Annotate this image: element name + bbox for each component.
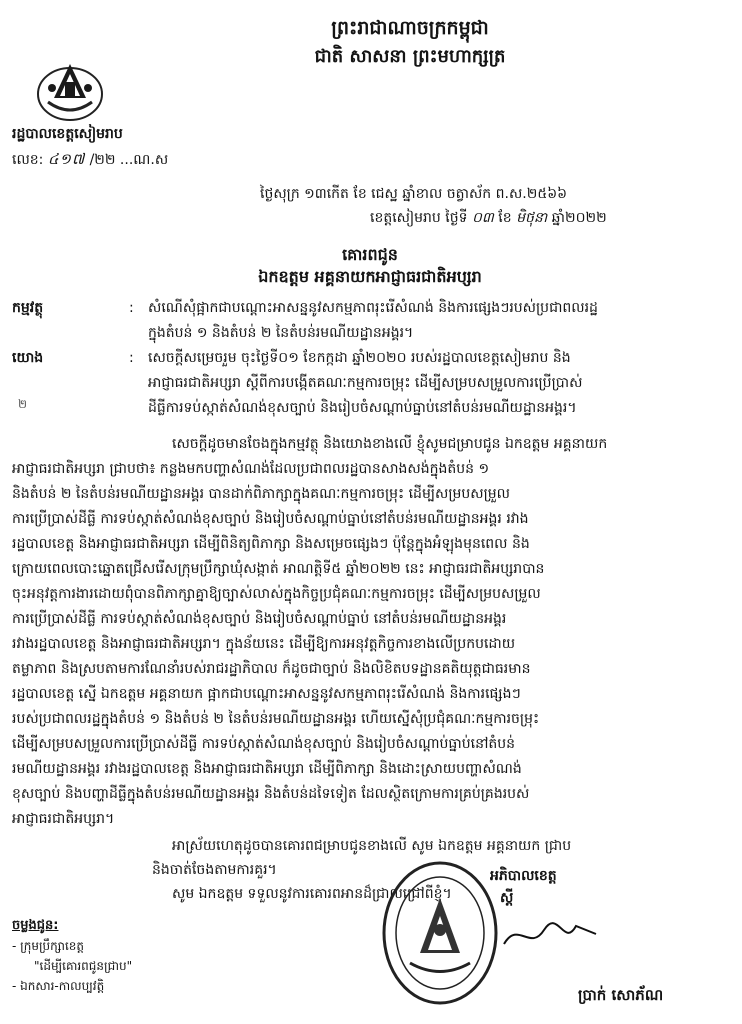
reference-number [12,150,168,172]
signatory-name: ប្រាក់ សោភ័ណ [578,986,664,1004]
salutation-line: គោរពជូន [342,245,398,264]
copy-recipients [12,916,132,996]
courtesy-line: សូម ឯកឧត្តម ទទួលនូវការគោរពអានដ៏ជ្រាលជ្រៅពីខ្ញុំ។ [172,886,452,902]
issuing-authority: រដ្ឋបាលខេត្តសៀមរាប [12,126,123,142]
reference-line: អាជ្ញាធរជាតិអប្សរា ស្តីពីការបង្កើតគណៈកម្មការចម្រុះ ដើម្បីសម្របសម្រួលការប្រើប្រាស់ [148,375,583,391]
provincial-emblem-icon [34,58,106,122]
closing-line-1: អាស្រ័យហេតុដូចបានគោរពជម្រាបជូនខាងលើ សូម ឯកឧត្តម អគ្គនាយក ជ្រាប [172,838,572,854]
closing-line-2: និងចាត់ចែងតាមការគួរ។ [152,862,277,878]
subject-text [148,296,720,346]
lunar-date: ថ្ងៃសុក្រ ១៣កើត ខែ ជេស្ឋ ឆ្នាំខាល ចត្វាស័ក ព.ស.២៥៦៦ [260,186,568,202]
reference-line: សេចក្តីសម្រេចរួម ចុះថ្ងៃទី០១ ខែកក្កដា ឆ្នាំ២០២០ របស់រដ្ឋបាលខេត្តសៀមរាប និង [148,350,571,366]
margin-note: ២ [18,397,28,411]
body-paragraph-1 [12,432,724,832]
subject-line: សំណើសុំផ្អាកជាបណ្តោះអាសន្ននូវសកម្មភាពរុះរើសំណង់ និងការផ្សេងៗរបស់ប្រជាពលរដ្ឋ [148,300,598,316]
body-line: ចុះអនុវត្តការងារដោយពុំបានពិភាក្សាគ្នាឱ្យច្បាស់លាស់ក្នុងកិច្ចប្រជុំគណៈកម្មការចម្រុះ ដើម្បីសម្របសម្រួល [12,586,541,602]
solar-month-handwritten: មិថុនា [516,210,548,226]
solar-date [370,208,607,229]
solar-day-handwritten: ០៣ [471,210,494,226]
body-line: សេចក្តីដូចមានចែងក្នុងកម្មវត្ថុ និងយោងខាងលើ ខ្ញុំសូមជម្រាបជូន ឯកឧត្តម អគ្គនាយក [172,436,608,452]
body-line: ការប្រើប្រាស់ដីធ្លី ការទប់ស្កាត់សំណង់ខុសច្បាប់ និងរៀបចំសណ្តាប់ធ្នាប់ នៅតំបន់រមណីយដ្ឋានអង្គរ [12,611,507,627]
solar-date-prefix: ខេត្តសៀមរាប ថ្ងៃទី [370,210,468,226]
official-seal-icon [380,858,500,1008]
body-line: រដ្ឋបាលខេត្ត និងអាជ្ញាធរជាតិអប្សរា ដើម្បីពិនិត្យពិភាក្សា និងសម្រេចផ្សេងៗ ប៉ុន្តែក្នុងអំឡុងមុនពេល និង [12,536,530,552]
body-line: ខុសច្បាប់ និងបញ្ហាដីធ្លីក្នុងតំបន់រមណីយដ្ឋានអង្គរ និងតំបន់ដទៃទៀត ដែលស្ថិតក្រោមការគ្រប់គ្រងរបស់ [12,786,530,802]
ref-label: លេខ: [12,152,44,168]
body-line: ការប្រើប្រាស់ដីធ្លី ការទប់ស្កាត់សំណង់ខុសច្បាប់ និងរៀបចំសណ្តាប់ធ្នាប់នៅតំបន់រមណីយដ្ឋានអង្គរ រវាង [12,511,529,527]
body-line: រដ្ឋបាលខេត្ត ស្នើ ឯកឧត្តម អគ្គនាយក ផ្អាកជាបណ្តោះអាសន្ននូវសកម្មភាពរុះរើសំណង់ និងការផ្សេងៗ [12,686,521,702]
recipient-item: - ក្រុមប្រឹក្សាខេត្ត [12,939,85,953]
reference-label: យោង [12,350,44,366]
body-line: អាជ្ញាធរជាតិអប្សរា។ [12,811,115,827]
recipient-item: "ដើម្បីគោរពជូនជ្រាប" [34,959,133,973]
body-line: ដើម្បីសម្របសម្រួលការប្រើប្រាស់ដីធ្លី ការទប់ស្កាត់សំណង់ខុសច្បាប់ និងរៀបចំសណ្តាប់ធ្នាប់នៅតំបន់ [12,736,516,752]
reference-block [12,346,722,426]
body-line: អាជ្ញាធរជាតិអប្សរា ជ្រាបថា៖ កន្លងមកបញ្ហាសំណង់ដែលប្រជាពលរដ្ឋបានសាងសង់ក្នុងតំបន់ ១ [12,461,490,477]
signatory-title-2: ស្តី [500,890,514,906]
closing-paragraph [12,834,724,906]
body-line: រវាងរដ្ឋបាលខេត្ត និងអាជ្ញាធរជាតិអប្សរា។ ក្នុងន័យនេះ ដើម្បីឱ្យការអនុវត្តកិច្ចការខាងលើប្រកបដោយ [12,636,516,652]
signatory-title: អភិបាលខេត្ត [490,868,557,884]
reference-colon: : [129,350,134,366]
kingdom-heading: ព្រះរាជាណាចក្រកម្ពុជា [331,17,489,39]
recipients-heading: ចម្លងជូន: [12,918,59,933]
ref-number-handwritten: ៤១៧ [47,150,86,168]
subject-line: ក្នុងតំបន់ ១ និងតំបន់ ២ នៃតំបន់រមណីយដ្ឋានអង្គរ។ [148,325,414,341]
reference-line: ដីធ្លីការទប់ស្កាត់សំណង់ខុសច្បាប់ និងរៀបចំសណ្តាប់ធ្នាប់នៅតំបន់រមណីយដ្ឋានអង្គរ។ [148,400,577,416]
body-line: និងតំបន់ ២ នៃតំបន់រមណីយដ្ឋានអង្គរ បានដាក់ពិភាក្សាក្នុងគណៈកម្មការចម្រុះ ដើម្បីសម្របសម្រួល [12,486,510,502]
reference-text [148,346,720,421]
handwritten-signature-icon [500,914,600,954]
national-motto: ជាតិ សាសនា ព្រះមហាក្សត្រ [314,46,506,67]
recipient-title: ឯកឧត្តម អគ្គនាយកអាជ្ញាធរជាតិអប្សរា [258,267,482,286]
solar-year: ឆ្នាំ២០២២ [551,210,607,226]
solar-month-label: ខែ [498,210,512,226]
subject-colon: : [129,300,134,316]
recipient-item: - ឯកសារ-កាលប្បវត្តិ [12,979,105,993]
ref-suffix: /២២ ...ណ.ស [89,152,169,168]
subject-label: កម្មវត្ថុ [12,300,44,316]
body-line: របស់ប្រជាពលរដ្ឋក្នុងតំបន់ ១ និងតំបន់ ២ នៃតំបន់រមណីយដ្ឋានអង្គរ ហើយស្នើសុំប្រជុំគណៈកម្មការចម្រុះ [12,711,540,727]
body-line: រមណីយដ្ឋានអង្គរ រវាងរដ្ឋបាលខេត្ត និងអាជ្ញាធរជាតិអប្សរា ដើម្បីពិភាក្សា និងដោះស្រាយបញ្ហាសំណង់ [12,761,522,777]
subject-block [12,296,722,350]
body-line: ក្រោយពេលបោះឆ្នោតជ្រើសរើសក្រុមប្រឹក្សាឃុំសង្កាត់ អាណត្តិទី៥ ឆ្នាំ២០២២ នេះ អាជ្ញាធរជាតិអប្សរាបាន [12,561,545,577]
body-line: តម្លាភាព និងស្របតាមការណែនាំរបស់រាជរដ្ឋាភិបាល ក៏ដូចជាច្បាប់ និងលិខិតបទដ្ឋានគតិយុត្តជាធរមាន [12,661,531,677]
